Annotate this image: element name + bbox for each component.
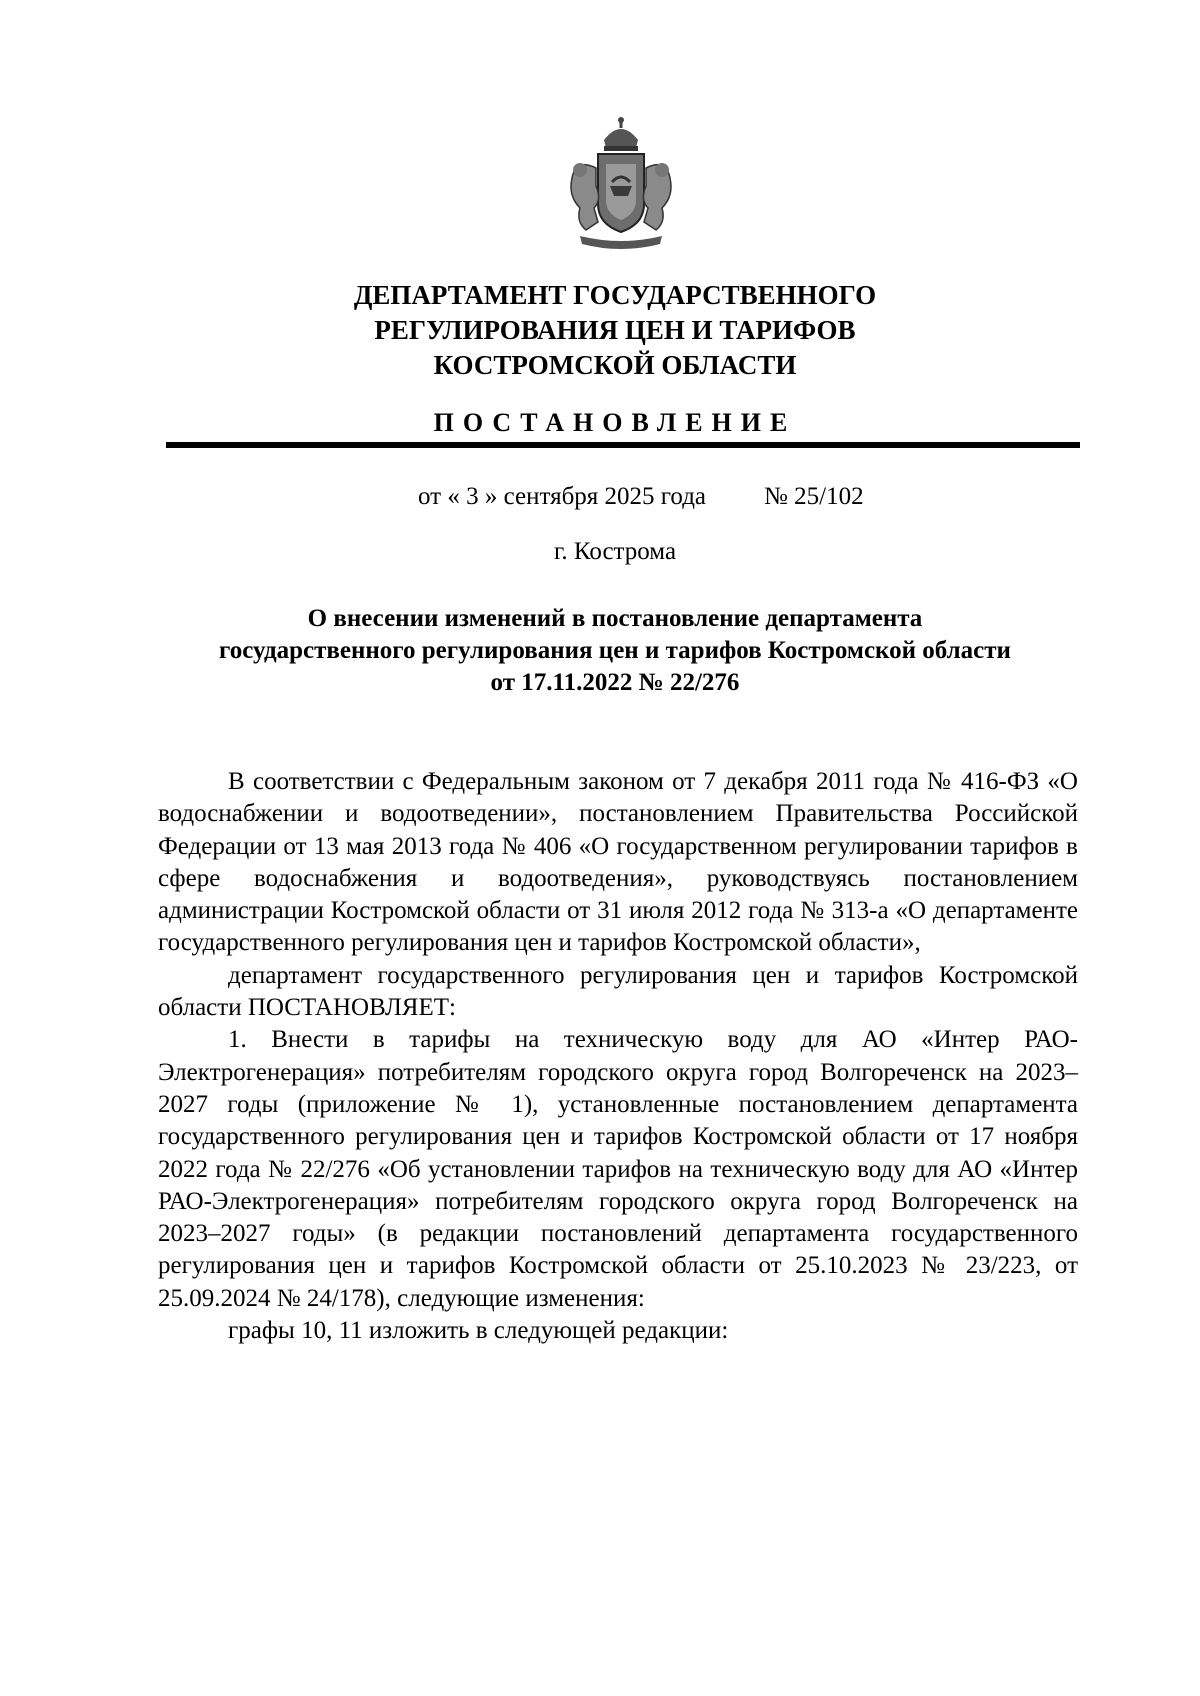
document-date: от « 3 » сентября 2025 года — [418, 483, 707, 510]
document-type: ПОСТАНОВЛЕНИЕ — [433, 408, 797, 437]
coat-of-arms-icon — [546, 112, 696, 254]
department-name-line: РЕГУЛИРОВАНИЯ ЦЕН И ТАРИФОВ — [374, 315, 856, 345]
document-body — [158, 766, 1078, 1347]
document-subject — [150, 603, 1080, 699]
department-name-line: КОСТРОМСКОЙ ОБЛАСТИ — [433, 350, 797, 380]
body-paragraph: графы 10, 11 изложить в следующей редакции: — [228, 1317, 729, 1345]
body-paragraph: департамент государственного регулирования цен и тарифов Костромской области ПОСТАНОВЛЯЕТ: — [158, 961, 1078, 1022]
body-paragraph: 1. Внести в тарифы на техническую воду для АО «Интер РАО-Электрогенерация» потребителям городского округа город Волгореченск на 2023–2027 годы (приложение № 1), установленные постановлением департамента государственного регулирования цен и тарифов Костромской области от 17 ноября 2022 года № 22/276 «Об установлении тарифов на техническую воду для АО «Интер РАО-Электрогенерация» потребителям городского округа город Волгореченск на 2023–2027 годы» (в редакции постановлений департамента государственного регулирования цен и тарифов Костромской области от 25.10.2023 № 23/223, от 25.09.2024 № 24/178), следующие изменения: — [158, 1026, 1078, 1312]
subject-line: О внесении изменений в постановление департамента — [307, 605, 923, 632]
subject-line: государственного регулирования цен и тарифов Костромской области — [219, 637, 1011, 664]
department-name-line: ДЕПАРТАМЕНТ ГОСУДАРСТВЕННОГО — [353, 280, 877, 310]
body-paragraph: В соответствии с Федеральным законом от 7 декабря 2011 года № 416-ФЗ «О водоснабжении и водоотведении», постановлением Правительства Российской Федерации от 13 мая 2013 года № 406 «О государственном регулировании тарифов в сфере водоснабжения и водоотведения», руководствуясь постановлением администрации Костромской области от 31 июля 2012 года № 313-а «О департаменте государственного регулирования цен и тарифов Костромской области», — [158, 768, 1078, 957]
subject-line: от 17.11.2022 № 22/276 — [490, 669, 740, 696]
document-city: г. Кострома — [553, 538, 677, 565]
document-number: № 25/102 — [764, 483, 864, 510]
header-divider — [166, 442, 1080, 448]
document-dateline — [418, 482, 864, 512]
department-name — [150, 278, 1080, 383]
